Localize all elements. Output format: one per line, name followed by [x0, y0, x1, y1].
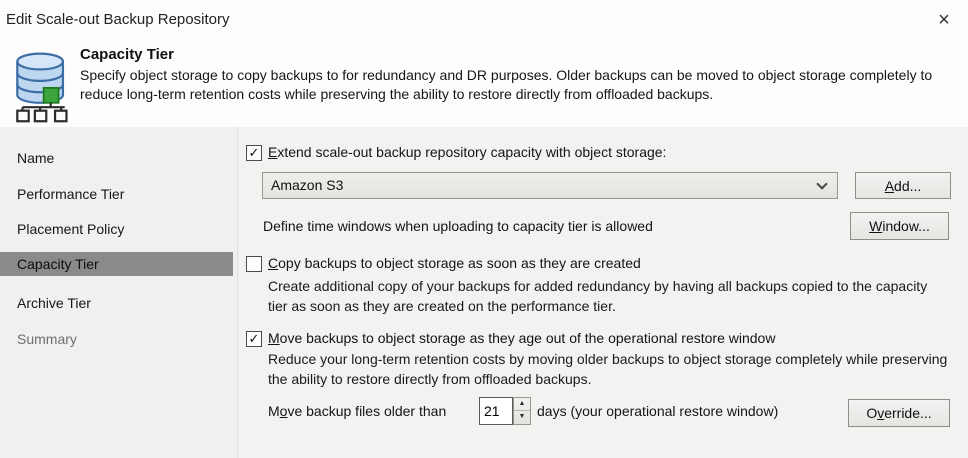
extend-capacity-label[interactable]: Extend scale-out backup repository capacity with object storage: — [268, 144, 667, 160]
object-storage-select[interactable] — [262, 172, 838, 199]
close-icon[interactable]: × — [938, 9, 950, 31]
extend-capacity-checkbox[interactable] — [246, 145, 262, 161]
time-window-text: Define time windows when uploading to capacity tier is allowed — [263, 218, 653, 234]
sidebar-item-performance-tier[interactable]: Performance Tier — [17, 186, 125, 202]
add-button[interactable]: Add... — [855, 172, 951, 199]
older-than-suffix: days (your operational restore window) — [537, 403, 779, 419]
copy-backups-description: Create additional copy of your backups for added redundancy by having all backups copied to the capacity tier as soon as they are created on the performance tier. — [268, 278, 928, 314]
capacity-tier-panel — [238, 127, 968, 458]
step-description: Specify object storage to copy backups to for redundancy and DR purposes. Older backups can be moved to object storage completely to reduce long-term retention costs while preserving the ability to restore directly from offloaded backups. — [80, 67, 933, 102]
days-input[interactable] — [479, 397, 513, 425]
move-backups-description: Reduce your long-term retention costs by moving older backups to object storage completely while preserving the ability to restore directly from offloaded backups. — [268, 351, 948, 387]
move-backups-checkbox[interactable] — [246, 331, 262, 347]
copy-backups-checkbox[interactable] — [246, 256, 262, 272]
sidebar-item-archive-tier[interactable]: Archive Tier — [17, 295, 91, 311]
spinner-up-icon[interactable]: ▲ — [518, 400, 526, 407]
step-title: Capacity Tier — [80, 46, 174, 63]
object-storage-selected-value: Amazon S3 — [271, 177, 344, 193]
window-title: Edit Scale-out Backup Repository — [6, 11, 230, 28]
sidebar-item-summary[interactable]: Summary — [17, 331, 77, 347]
spinner-down-icon[interactable]: ▼ — [518, 413, 526, 420]
checkmark-icon: ✓ — [248, 145, 260, 160]
move-backups-label[interactable]: Move backups to object storage as they age out of the operational restore window — [268, 330, 776, 346]
titlebar — [0, 0, 968, 40]
scale-out-repository-icon — [9, 51, 73, 123]
copy-backups-label[interactable]: Copy backups to object storage as soon as they are created — [268, 255, 641, 271]
sidebar-item-name[interactable]: Name — [17, 150, 55, 166]
override-button[interactable]: Override... — [848, 399, 950, 427]
older-than-label: Move backup files older than — [268, 403, 447, 419]
sidebar-item-capacity-tier[interactable]: Capacity Tier — [0, 252, 233, 276]
dialog-body — [0, 127, 968, 458]
chevron-down-icon — [816, 178, 827, 189]
days-spinner — [513, 397, 531, 425]
wizard-steps-sidebar — [0, 127, 238, 458]
sidebar-item-placement-policy[interactable]: Placement Policy — [17, 221, 125, 237]
wizard-header — [0, 40, 968, 127]
checkmark-icon: ✓ — [248, 331, 260, 346]
window-button[interactable]: Window... — [850, 212, 949, 240]
